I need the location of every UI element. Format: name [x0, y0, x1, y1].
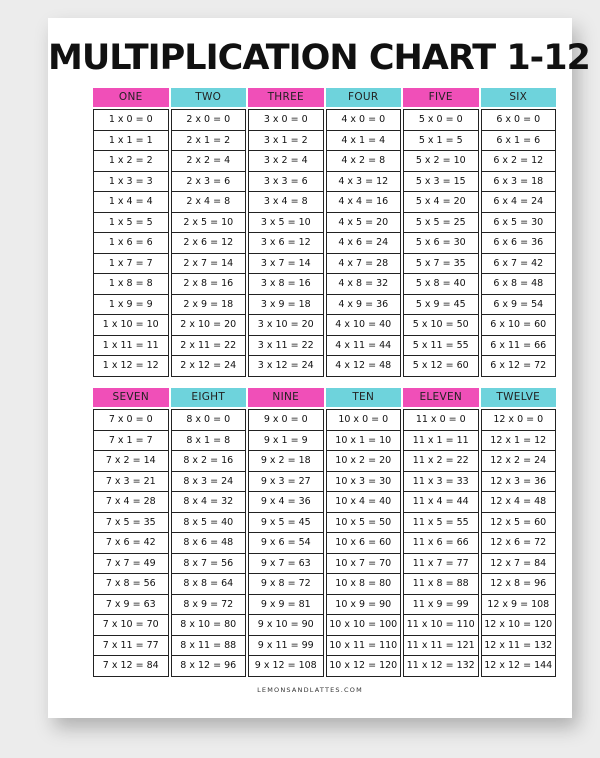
table-cell: 5 x 11 = 55 — [404, 336, 478, 357]
table-cell: 10 x 9 = 90 — [327, 595, 401, 616]
column-cells — [403, 109, 479, 377]
table-cell: 9 x 12 = 108 — [249, 656, 323, 677]
table-cell: 7 x 4 = 28 — [94, 492, 168, 513]
table-cell: 7 x 1 = 7 — [94, 431, 168, 452]
table-cell: 2 x 5 = 10 — [172, 213, 246, 234]
table-cell: 8 x 2 = 16 — [172, 451, 246, 472]
table-cell: 12 x 8 = 96 — [482, 574, 556, 595]
table-column — [248, 388, 324, 677]
table-cell: 4 x 0 = 0 — [327, 110, 401, 131]
table-cell: 4 x 5 = 20 — [327, 213, 401, 234]
table-cell: 9 x 11 = 99 — [249, 636, 323, 657]
table-cell: 5 x 1 = 5 — [404, 131, 478, 152]
table-cell: 2 x 12 = 24 — [172, 356, 246, 377]
table-cell: 9 x 6 = 54 — [249, 533, 323, 554]
table-cell: 6 x 12 = 72 — [482, 356, 556, 377]
table-cell: 4 x 1 = 4 — [327, 131, 401, 152]
table-cell: 5 x 4 = 20 — [404, 192, 478, 213]
table-cell: 1 x 5 = 5 — [94, 213, 168, 234]
table-cell: 1 x 12 = 12 — [94, 356, 168, 377]
table-cell: 7 x 6 = 42 — [94, 533, 168, 554]
table-cell: 11 x 9 = 99 — [404, 595, 478, 616]
table-cell: 11 x 2 = 22 — [404, 451, 478, 472]
table-cell: 2 x 10 = 20 — [172, 315, 246, 336]
table-cell: 10 x 10 = 100 — [327, 615, 401, 636]
table-cell: 9 x 4 = 36 — [249, 492, 323, 513]
table-cell: 10 x 2 = 20 — [327, 451, 401, 472]
table-cell: 8 x 9 = 72 — [172, 595, 246, 616]
table-cell: 7 x 12 = 84 — [94, 656, 168, 677]
table-cell: 11 x 8 = 88 — [404, 574, 478, 595]
table-cell: 7 x 11 = 77 — [94, 636, 168, 657]
table-cell: 9 x 7 = 63 — [249, 554, 323, 575]
table-cell: 6 x 10 = 60 — [482, 315, 556, 336]
page-title: MULTIPLICATION CHART 1-12 — [48, 38, 590, 78]
table-cell: 5 x 5 = 25 — [404, 213, 478, 234]
table-column — [403, 88, 479, 377]
table-cell: 12 x 10 = 120 — [482, 615, 556, 636]
column-header: FIVE — [403, 88, 479, 107]
table-cell: 12 x 12 = 144 — [482, 656, 556, 677]
table-cell: 11 x 0 = 0 — [404, 410, 478, 431]
table-cell: 8 x 6 = 48 — [172, 533, 246, 554]
column-header: THREE — [248, 88, 324, 107]
table-cell: 11 x 5 = 55 — [404, 513, 478, 534]
column-cells — [481, 409, 557, 677]
column-header: TEN — [326, 388, 402, 407]
table-cell: 3 x 7 = 14 — [249, 254, 323, 275]
table-cell: 2 x 7 = 14 — [172, 254, 246, 275]
column-cells — [171, 109, 247, 377]
table-cell: 11 x 10 = 110 — [404, 615, 478, 636]
table-cell: 10 x 1 = 10 — [327, 431, 401, 452]
table-cell: 5 x 12 = 60 — [404, 356, 478, 377]
column-cells — [93, 409, 169, 677]
table-cell: 1 x 0 = 0 — [94, 110, 168, 131]
table-column — [326, 88, 402, 377]
table-block-1-6 — [93, 88, 556, 377]
table-cell: 9 x 10 = 90 — [249, 615, 323, 636]
table-cell: 9 x 1 = 9 — [249, 431, 323, 452]
table-cell: 10 x 0 = 0 — [327, 410, 401, 431]
table-cell: 4 x 9 = 36 — [327, 295, 401, 316]
table-cell: 3 x 3 = 6 — [249, 172, 323, 193]
table-cell: 12 x 6 = 72 — [482, 533, 556, 554]
table-cell: 9 x 3 = 27 — [249, 472, 323, 493]
table-cell: 6 x 6 = 36 — [482, 233, 556, 254]
column-cells — [403, 409, 479, 677]
table-cell: 4 x 7 = 28 — [327, 254, 401, 275]
table-cell: 6 x 1 = 6 — [482, 131, 556, 152]
table-cell: 11 x 3 = 33 — [404, 472, 478, 493]
column-header: EIGHT — [171, 388, 247, 407]
table-cell: 7 x 9 = 63 — [94, 595, 168, 616]
table-column — [403, 388, 479, 677]
table-cell: 1 x 11 = 11 — [94, 336, 168, 357]
table-cell: 12 x 1 = 12 — [482, 431, 556, 452]
column-cells — [171, 409, 247, 677]
table-cell: 1 x 9 = 9 — [94, 295, 168, 316]
table-cell: 1 x 1 = 1 — [94, 131, 168, 152]
column-header: SEVEN — [93, 388, 169, 407]
table-cell: 12 x 4 = 48 — [482, 492, 556, 513]
table-cell: 7 x 5 = 35 — [94, 513, 168, 534]
table-cell: 3 x 9 = 18 — [249, 295, 323, 316]
table-cell: 3 x 5 = 10 — [249, 213, 323, 234]
table-cell: 9 x 8 = 72 — [249, 574, 323, 595]
table-cell: 2 x 9 = 18 — [172, 295, 246, 316]
column-header: NINE — [248, 388, 324, 407]
table-column — [248, 88, 324, 377]
table-column — [326, 388, 402, 677]
table-cell: 6 x 2 = 12 — [482, 151, 556, 172]
column-cells — [481, 109, 557, 377]
table-cell: 6 x 9 = 54 — [482, 295, 556, 316]
table-cell: 10 x 8 = 80 — [327, 574, 401, 595]
table-cell: 12 x 0 = 0 — [482, 410, 556, 431]
table-cell: 1 x 3 = 3 — [94, 172, 168, 193]
table-cell: 4 x 3 = 12 — [327, 172, 401, 193]
table-cell: 5 x 10 = 50 — [404, 315, 478, 336]
table-cell: 9 x 9 = 81 — [249, 595, 323, 616]
table-cell: 3 x 8 = 16 — [249, 274, 323, 295]
table-cell: 8 x 8 = 64 — [172, 574, 246, 595]
table-cell: 12 x 7 = 84 — [482, 554, 556, 575]
table-cell: 6 x 11 = 66 — [482, 336, 556, 357]
column-cells — [326, 109, 402, 377]
table-cell: 4 x 11 = 44 — [327, 336, 401, 357]
table-cell: 5 x 0 = 0 — [404, 110, 478, 131]
table-cell: 2 x 8 = 16 — [172, 274, 246, 295]
table-cell: 8 x 12 = 96 — [172, 656, 246, 677]
table-cell: 3 x 0 = 0 — [249, 110, 323, 131]
table-cell: 10 x 4 = 40 — [327, 492, 401, 513]
table-cell: 8 x 1 = 8 — [172, 431, 246, 452]
table-cell: 7 x 7 = 49 — [94, 554, 168, 575]
table-cell: 10 x 12 = 120 — [327, 656, 401, 677]
column-cells — [326, 409, 402, 677]
column-header: TWELVE — [481, 388, 557, 407]
column-cells — [93, 109, 169, 377]
table-column — [481, 388, 557, 677]
column-header: FOUR — [326, 88, 402, 107]
footer-url: LEMONSANDLATTES.COM — [257, 686, 363, 694]
table-cell: 11 x 11 = 121 — [404, 636, 478, 657]
table-column — [93, 388, 169, 677]
table-column — [171, 388, 247, 677]
table-cell: 8 x 5 = 40 — [172, 513, 246, 534]
table-cell: 10 x 3 = 30 — [327, 472, 401, 493]
table-column — [93, 88, 169, 377]
table-column — [481, 88, 557, 377]
table-cell: 4 x 8 = 32 — [327, 274, 401, 295]
table-cell: 7 x 8 = 56 — [94, 574, 168, 595]
table-cell: 3 x 6 = 12 — [249, 233, 323, 254]
table-cell: 7 x 2 = 14 — [94, 451, 168, 472]
table-cell: 11 x 1 = 11 — [404, 431, 478, 452]
table-cell: 5 x 9 = 45 — [404, 295, 478, 316]
column-cells — [248, 409, 324, 677]
table-cell: 12 x 5 = 60 — [482, 513, 556, 534]
column-header: TWO — [171, 88, 247, 107]
table-cell: 1 x 6 = 6 — [94, 233, 168, 254]
table-cell: 4 x 12 = 48 — [327, 356, 401, 377]
table-cell: 7 x 0 = 0 — [94, 410, 168, 431]
column-header: SIX — [481, 88, 557, 107]
table-cell: 5 x 7 = 35 — [404, 254, 478, 275]
table-cell: 1 x 10 = 10 — [94, 315, 168, 336]
table-cell: 9 x 0 = 0 — [249, 410, 323, 431]
table-cell: 12 x 11 = 132 — [482, 636, 556, 657]
table-cell: 4 x 10 = 40 — [327, 315, 401, 336]
table-cell: 5 x 2 = 10 — [404, 151, 478, 172]
table-cell: 12 x 2 = 24 — [482, 451, 556, 472]
table-cell: 8 x 10 = 80 — [172, 615, 246, 636]
table-cell: 2 x 11 = 22 — [172, 336, 246, 357]
table-cell: 6 x 4 = 24 — [482, 192, 556, 213]
table-cell: 1 x 8 = 8 — [94, 274, 168, 295]
table-cell: 4 x 6 = 24 — [327, 233, 401, 254]
table-cell: 2 x 3 = 6 — [172, 172, 246, 193]
table-cell: 12 x 9 = 108 — [482, 595, 556, 616]
table-cell: 8 x 4 = 32 — [172, 492, 246, 513]
table-cell: 5 x 6 = 30 — [404, 233, 478, 254]
table-cell: 3 x 11 = 22 — [249, 336, 323, 357]
table-cell: 10 x 6 = 60 — [327, 533, 401, 554]
table-cell: 10 x 5 = 50 — [327, 513, 401, 534]
table-cell: 3 x 12 = 24 — [249, 356, 323, 377]
table-cell: 9 x 5 = 45 — [249, 513, 323, 534]
table-cell: 10 x 7 = 70 — [327, 554, 401, 575]
table-cell: 5 x 3 = 15 — [404, 172, 478, 193]
table-cell: 2 x 4 = 8 — [172, 192, 246, 213]
column-header: ONE — [93, 88, 169, 107]
table-cell: 6 x 7 = 42 — [482, 254, 556, 275]
column-cells — [248, 109, 324, 377]
table-cell: 3 x 1 = 2 — [249, 131, 323, 152]
table-cell: 2 x 1 = 2 — [172, 131, 246, 152]
table-cell: 11 x 6 = 66 — [404, 533, 478, 554]
table-cell: 11 x 4 = 44 — [404, 492, 478, 513]
table-cell: 8 x 3 = 24 — [172, 472, 246, 493]
table-cell: 7 x 10 = 70 — [94, 615, 168, 636]
table-cell: 1 x 4 = 4 — [94, 192, 168, 213]
table-cell: 6 x 8 = 48 — [482, 274, 556, 295]
column-header: ELEVEN — [403, 388, 479, 407]
table-cell: 11 x 7 = 77 — [404, 554, 478, 575]
table-cell: 9 x 2 = 18 — [249, 451, 323, 472]
table-cell: 1 x 2 = 2 — [94, 151, 168, 172]
table-cell: 3 x 10 = 20 — [249, 315, 323, 336]
table-cell: 12 x 3 = 36 — [482, 472, 556, 493]
table-cell: 2 x 2 = 4 — [172, 151, 246, 172]
table-cell: 4 x 4 = 16 — [327, 192, 401, 213]
table-cell: 2 x 0 = 0 — [172, 110, 246, 131]
table-cell: 3 x 2 = 4 — [249, 151, 323, 172]
table-cell: 6 x 5 = 30 — [482, 213, 556, 234]
table-cell: 4 x 2 = 8 — [327, 151, 401, 172]
table-cell: 11 x 12 = 132 — [404, 656, 478, 677]
table-cell: 3 x 4 = 8 — [249, 192, 323, 213]
table-cell: 6 x 3 = 18 — [482, 172, 556, 193]
table-cell: 1 x 7 = 7 — [94, 254, 168, 275]
table-cell: 2 x 6 = 12 — [172, 233, 246, 254]
chart-page — [48, 18, 590, 718]
table-cell: 8 x 7 = 56 — [172, 554, 246, 575]
table-cell: 10 x 11 = 110 — [327, 636, 401, 657]
table-cell: 7 x 3 = 21 — [94, 472, 168, 493]
table-block-7-12 — [93, 388, 556, 677]
table-cell: 8 x 0 = 0 — [172, 410, 246, 431]
table-cell: 8 x 11 = 88 — [172, 636, 246, 657]
table-cell: 6 x 0 = 0 — [482, 110, 556, 131]
table-column — [171, 88, 247, 377]
table-cell: 5 x 8 = 40 — [404, 274, 478, 295]
